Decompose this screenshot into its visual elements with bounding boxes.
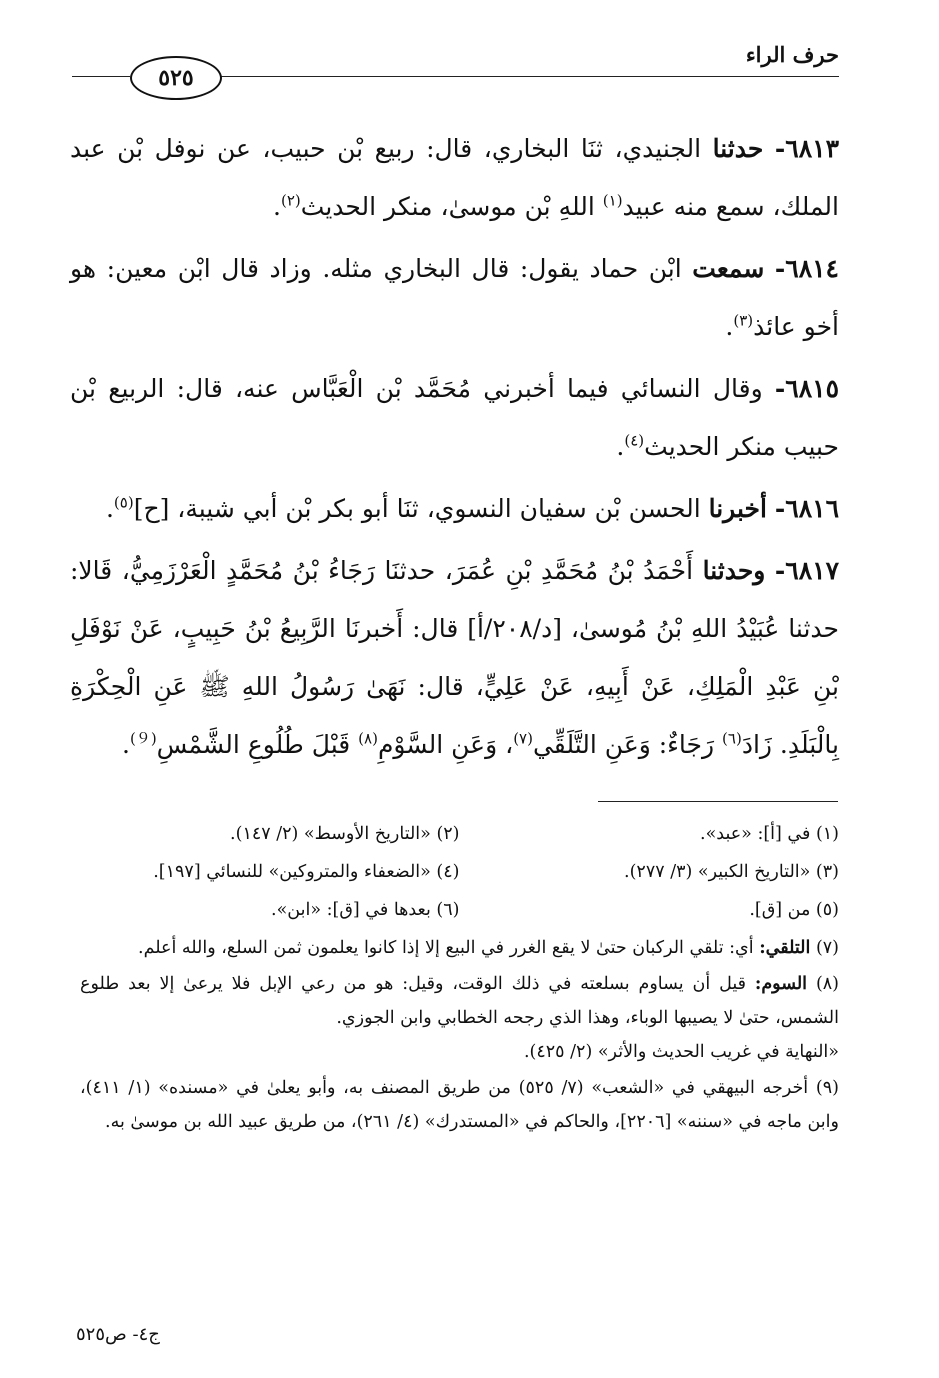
footnote-ref: (٨) — [358, 729, 378, 748]
footnote-ref: (٥) — [113, 493, 134, 512]
entry-6814 — [70, 240, 839, 356]
footnote-ref: (９) — [129, 729, 157, 748]
footnote-text: قيل أن يساوم بسلعته في ذلك الوقت، وقيل: هو من رعي الإبل فلا يرعىٰ إلا بعد طلوع الشمس، حتىٰ لا يصيبها الوباء، وهذا الذي رجحه الخطابي وابن الجوزي. — [80, 974, 839, 1028]
header-rule-left — [72, 76, 130, 77]
entry-text: . — [725, 312, 734, 341]
entry-number: ٦٨١٥- — [774, 374, 839, 403]
entry-text: ، وَعَنِ السَّوْمِ — [377, 730, 514, 759]
footnote-8 — [80, 967, 839, 1069]
footnote-item: (٢) «التاريخ الأوسط» (٢/ ١٤٧). — [230, 824, 460, 844]
entry-text: وقال النسائي فيما أخبرني مُحَمَّد بْن الْعَبَّاس عنه، قال: الربيع بْن حبيب منكر الحديث — [70, 374, 839, 461]
footnote-text: أخرجه البيهقي في «الشعب» (٧/ ٥٢٥) من طريق المصنف به، وأبو يعلىٰ في «مسنده» (١/ ٤١١)، وابن ماجه في «سننه» [٢٢٠٦]، والحاكم في «المستدرك» (٤/ ٢٦١)، من طريق عبيد الله بن موسىٰ به. — [80, 1078, 839, 1132]
page-number: ٥٢٥ — [158, 65, 194, 91]
entry-keyword: وحدثنا — [702, 556, 766, 585]
entry-6816 — [70, 480, 839, 538]
footnote-item: (٥) من [ق]. — [749, 900, 839, 920]
footnote-7 — [80, 931, 839, 965]
footnote-text: «النهاية في غريب الحديث والأثر» (٢/ ٤٢٥). — [523, 1042, 839, 1062]
footnote-keyword: السوم: — [754, 974, 808, 994]
entry-text: اللهِ بْن موسىٰ، منكر الحديث — [300, 192, 595, 221]
entry-number: ٦٨١٧- — [774, 556, 840, 585]
page-number-oval — [130, 56, 222, 100]
footnote-separator — [598, 801, 838, 802]
footnote-ref: (٢) — [280, 191, 301, 210]
header-rule — [220, 76, 839, 77]
entry-number: ٦٨١٤- — [774, 254, 839, 283]
footnote-9 — [80, 1071, 839, 1139]
entry-6817 — [70, 542, 839, 774]
volume-page-reference: ج٤- ص٥٢٥ — [76, 1324, 160, 1345]
entry-number: ٦٨١٣- — [774, 134, 839, 163]
entry-keyword: أخبرنا — [708, 494, 767, 523]
entry-text: رَجَاءٌ: وَعَنِ التَّلَقِّي — [532, 730, 715, 759]
entry-text: قَبْلَ طُلُوعِ الشَّمْسِ — [156, 730, 351, 759]
main-text — [70, 120, 839, 778]
entry-number: ٦٨١٦- — [774, 494, 839, 523]
entry-text: . — [121, 730, 130, 759]
entry-text: أَحْمَدُ بْنُ مُحَمَّدِ بْنِ عُمَرَ، حدثنَا رَجَاءُ بْنُ مُحَمَّدٍ الْعَرْزَمِيُّ، قَالا: حدثنا عُبَيْدُ اللهِ بْنُ مُوسىٰ، [د/٢٠٨/أ] قال: أَخبرنَا الرَّبِيعُ بْنُ حَبِيبٍ، عَنْ نَوْفَلِ بْنِ عَبْدِ الْمَلِكِ، عَنْ أَبِيهِ، عَنْ عَلِيٍّ، قال: نَهَىٰ رَسُولُ اللهِ ﷺ عَنِ الْحِكْرَةِ بِالْبَلَدِ. زَادَ — [70, 556, 839, 759]
short-footnotes — [80, 815, 839, 929]
footnotes — [80, 815, 839, 1139]
footnote-item: (١) في [أ]: «عبد». — [700, 824, 839, 844]
entry-6813 — [70, 120, 839, 236]
footnote-ref: (٦) — [722, 729, 742, 748]
footnote-keyword: التلقي: — [759, 938, 811, 958]
footnote-ref: (١) — [602, 191, 623, 210]
footnote-number: (٨) — [815, 974, 839, 994]
running-title: حرف الراء — [745, 42, 839, 67]
entry-text: الجنيدي، ثنَا البخاري، قال: ربيع بْن حبيب، عن نوفل بْن عبد الملك، سمع منه عبيد — [70, 134, 839, 221]
footnote-item: (٤) «الضعفاء والمتروكين» للنسائي [١٩٧]. — [153, 862, 460, 882]
footnote-ref: (٧) — [513, 729, 533, 748]
entry-text: . — [273, 192, 281, 221]
footnote-text: أي: تلقي الركبان حتىٰ لا يقع الغرر في البيع إلا إذا كانوا يعلمون ثمن السلع، والله أعلم. — [138, 938, 754, 958]
footnote-item: (٦) بعدها في [ق]: «ابن». — [271, 900, 460, 920]
footnote-item: (٣) «التاريخ الكبير» (٣/ ٢٧٧). — [624, 862, 839, 882]
entry-keyword: سمعت — [692, 254, 765, 283]
entry-text: الحسن بْن سفيان النسوي، ثنَا أبو بكر بْن أبي شيبة، [ح] — [133, 494, 701, 523]
footnote-ref: (٤) — [624, 431, 645, 450]
footnote-number: (٩) — [815, 1078, 839, 1098]
entry-text: ابْن حماد يقول: قال البخاري مثله. وزاد قال ابْن معين: هو أخو عائذ — [70, 254, 839, 341]
entry-keyword: حدثنا — [712, 134, 764, 163]
footnote-ref: (٣) — [733, 311, 754, 330]
footnote-number: (٧) — [815, 938, 839, 958]
entry-text: . — [616, 432, 625, 461]
entry-6815 — [70, 360, 839, 476]
entry-text: . — [105, 494, 114, 523]
